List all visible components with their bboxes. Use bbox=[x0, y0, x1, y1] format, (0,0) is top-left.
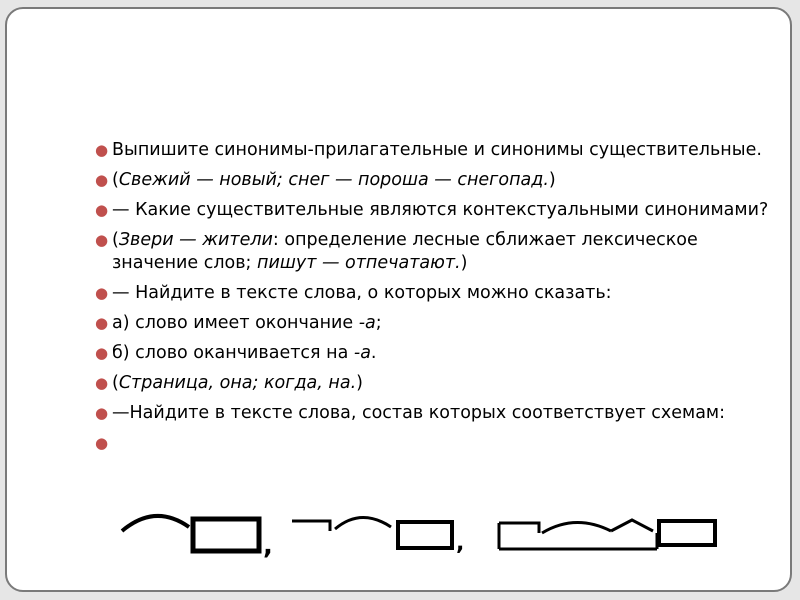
bullet-icon: ● bbox=[95, 171, 109, 189]
ending-box bbox=[398, 522, 452, 548]
morpheme-schemes bbox=[117, 509, 727, 569]
scheme-3 bbox=[499, 520, 715, 549]
bullet-icon: ● bbox=[95, 284, 109, 302]
item-text: —Найдите в тексте слова, состав которых соответствует схемам: bbox=[112, 403, 726, 423]
slide bbox=[5, 7, 792, 592]
list-item bbox=[94, 169, 774, 192]
item-text: — Найдите в тексте слова, о которых можно сказать: bbox=[112, 283, 612, 303]
item-text: б) слово оканчивается на -а. bbox=[112, 343, 377, 363]
item-text: Выпишите синонимы-прилагательные и синонимы существительные. bbox=[112, 140, 762, 160]
list-item bbox=[94, 342, 774, 365]
bullet-icon: ● bbox=[95, 314, 109, 332]
list-item bbox=[94, 372, 774, 395]
prefix-mark bbox=[499, 523, 539, 533]
suffix-mark bbox=[611, 520, 653, 531]
separator-comma: , bbox=[456, 531, 465, 556]
list-item bbox=[94, 139, 774, 162]
bullet-icon: ● bbox=[95, 344, 109, 362]
prefix-mark bbox=[292, 521, 330, 531]
list-item bbox=[94, 282, 774, 305]
ending-box bbox=[659, 521, 715, 545]
scheme-1 bbox=[122, 516, 273, 561]
bullet-icon: ● bbox=[95, 231, 109, 249]
item-text: — Какие существительные являются контекстуальными синонимами? bbox=[112, 200, 769, 220]
bullet-icon: ● bbox=[95, 404, 109, 422]
item-text: а) слово имеет окончание -а; bbox=[112, 313, 382, 333]
list-item bbox=[94, 402, 774, 425]
bullet-list bbox=[94, 139, 774, 452]
scheme-2 bbox=[292, 517, 464, 556]
item-text: (Звери — жители: определение лесные сближает лексическое значение слов; пишут — отпечатают.) bbox=[112, 230, 698, 273]
bullet-icon: ● bbox=[95, 201, 109, 219]
bullet-icon: ● bbox=[95, 374, 109, 392]
list-item bbox=[94, 229, 774, 275]
bullet-icon: ● bbox=[95, 434, 109, 452]
ending-box bbox=[193, 519, 259, 551]
list-item bbox=[94, 312, 774, 335]
item-text: (Страница, она; когда, на.) bbox=[112, 373, 363, 393]
item-text: (Свежий — новый; снег — пороша — снегопад.) bbox=[112, 170, 556, 190]
list-item bbox=[94, 199, 774, 222]
root-arc bbox=[542, 522, 611, 533]
root-arc bbox=[335, 517, 391, 529]
root-arc bbox=[122, 516, 189, 531]
separator-comma: , bbox=[263, 531, 273, 561]
bullet-icon: ● bbox=[95, 141, 109, 159]
